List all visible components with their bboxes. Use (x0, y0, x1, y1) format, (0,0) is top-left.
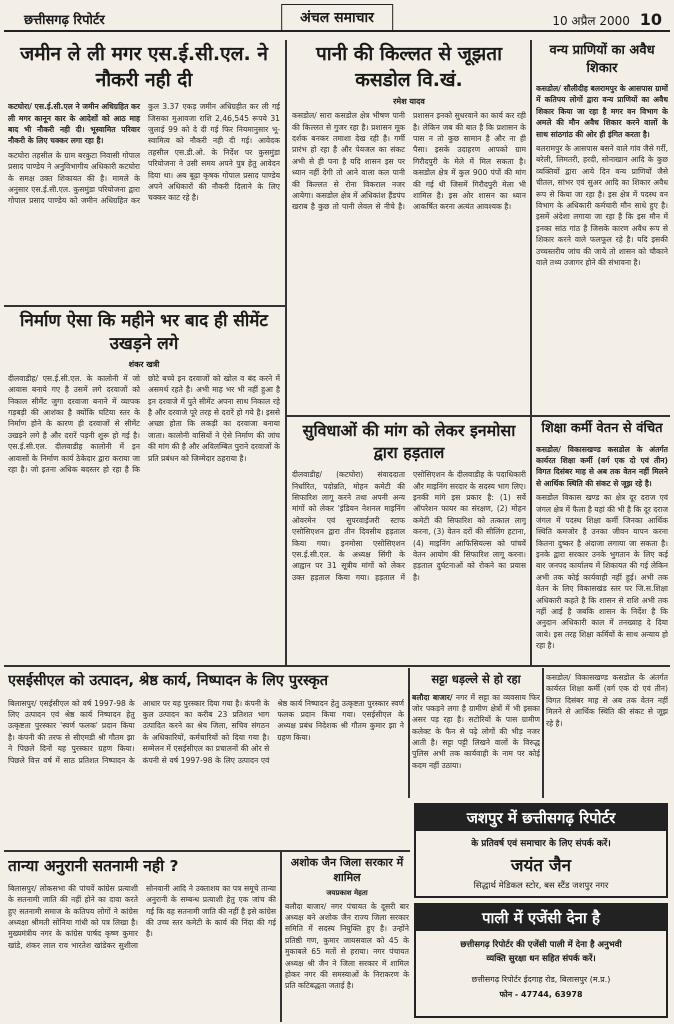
article-body (546, 672, 668, 729)
headline: जमीन ले ली मगर एस.ई.सी.एल. ने नौकरी नही दी (20, 43, 268, 91)
headline: वन्य प्राणियों का अवैध शिकार (549, 43, 655, 76)
divider (4, 850, 410, 852)
article-shiksha (536, 420, 668, 663)
byline: जयप्रकाश मेहता (326, 888, 368, 897)
article-body (285, 901, 409, 992)
body-paragraph: दीलवाडीह/ एस.ई.सी.एल. के कालोनी में जो आवास बनाये गए है उसमें लगे दरवाजों को निकाल सीमेंट जुगा दरवाजा बनाने में व्यापक गड़बड़ी की आशंका है क्योंकि घटिया स्तर के निर्माण होने के कारण ही दरवाजों से सीमेंट उखड़ने लगे है और दरारें पड़नी शुरू हो गई है। एस.ई.सी.एल. दीलवाडीह कालोनी में इन आवासों के निर्माण कार्य ठेकेदार द्वारा कराया जा रहा है। जो इतना अधिक बदस्तर हो रहा है कि छोटे बच्चे इन दरवाजों को खोल व बंद करने में असमर्थ रहते है। अभी माह भर भी नहीं हुआ है इन दरवाजे में पुते सीमेंट अपना साथ निकाल रहे है और दरवाजे पूरे तरह से दरारें हो गये है। इससे अच्छा होता कि लकड़ी का दरवाजा बनाया जाता। कालोनी वासियों ने ऐसे निर्माण की जांच की मांग की है और अविलम्बित पुराने दरवाजों के प्रति प्रबंधन को जिम्मेदार ठहराया है। (8, 373, 280, 474)
article-shiksha-continued (546, 672, 668, 797)
headline: तान्या अनुरानी सतनामी नही ? (8, 857, 179, 875)
date-page (552, 10, 662, 29)
ad-line: व्यक्ति सुरक्षा धन सहित संपर्क करें। (486, 954, 596, 964)
ad-pali (414, 903, 668, 1018)
body-paragraph: बलरामपुर के आसपास बसने वाले गांव जैसे गर्री, बरेली, लिमतरी, हरदी, सोनाखान आदि के कुछ व्यक्तियों द्वारा आये दिन वन्य प्राणियों जैसे चीतल, सांभर एवं सुअर आदि का शिकार अवैध रूप से किया जा रहा है। इस क्षेत्र में पदस्थ वन विभाग के अधिकारी कर्मचारी मौन साधे हुए है। इसमें अंदेशा लगाया जा रहा है कि इस मौन में इनका सांठ गांठ है जिसके कारण अवैध रूप से शिकार करने वाले फलफूल रहे है। यदि इसकी उच्चस्तरीय जांच की जाये तो शासन को चौकाने वाले तथ्य उजागर होने की संभावना है। (536, 144, 668, 267)
article-vanya (536, 42, 668, 412)
ad-line: छत्तीसगढ़ रिपोर्टर की एजेंसी पाली में देना है अनुभवी (460, 940, 622, 950)
headline: शिक्षा कर्मी वेतन से वंचित (541, 421, 663, 436)
ad-subtitle: के प्रतिवर्ष एवं समाचार के लिए संपर्क करें। (471, 839, 611, 849)
headline: पानी की किल्लत से जूझता कसडोल वि.खं. (315, 43, 502, 91)
article-body (292, 110, 526, 214)
byline: शंकर खत्री (128, 359, 160, 369)
article-ashok (285, 856, 409, 1020)
ad-address: सिद्धार्थ मेडिकल स्टोर, बस स्टैंड जशपुर नगर (473, 881, 609, 891)
headline: सट्टा धड़ल्ले से हो रहा (431, 672, 521, 686)
paper-name: छत्तीसगढ़ रिपोर्टर (24, 13, 105, 28)
article-body (8, 373, 280, 476)
ad-address: छत्तीसगढ़ रिपोर्टर ईदगाह रोड, बिलासपुर (म.प्र.) (471, 975, 611, 984)
section-title: अंचल समाचार (281, 4, 393, 31)
article-satta (412, 672, 540, 797)
divider (287, 415, 530, 417)
ad-title: पाली में एजेंसी देना है (416, 905, 666, 931)
body-paragraph: दीलवाडीह/ (कटघोरा) संवाददाता निर्धारित, पदोन्नति, मोहन कमेटी की सिफारिश लागू करने तथा अपनी अन्य मांगों को लेकर 'इंडियन नेशनल माइनिंग ओवरमेन एवं सुपरवाईजरी स्टाफ एसोसिएशन द्वारा तीन दिवसीय हड़ताल किया गया। इनमोसा एसोसिएशन एस.ई.सी.एल. के अध्यक्ष सिंगी के आह्वान पर 31 सूत्रीय मांगों को लेकर उक्त हड़ताल किया गया। हड़ताल में एसोसिएशन के दीलवाडीह के पदाधिकारी और माइनिंग सरदार के सदस्य भाग लिए। इनकी मांगे इस प्रकार है: (1) सर्वे ऑपरेशन फायर का संरक्षण, (2) मोहन कमेटी की सिफारिश को तत्काल लागू करना, (3) वेतन दरों की सीलिंग हटाना, (4) माइनिंग आफिसियल्स को पांचवें वेतन आयोग की सिफारिश लागू करना। हड़ताल दुर्घटनाओं को रोकने का प्रयास है। (292, 470, 526, 582)
divider (530, 40, 532, 665)
body-paragraph: बिलासपुर/ लोकसभा की पांचवें कांग्रेस प्रत्याशी के सतनामी जाति की नहीं होने का दावा करते हुए सतनामी समाज के कतिपय लोगों ने कांग्रेस अध्यक्षा श्रीमती सोनिया गांधी को पत्र लिखा है। मुख्यमंत्रीय नगर के कांग्रेस पार्षद कृष्ण कुमार खांडे, शंकर लाल राव भारतेश खांडेकर सुशीला सोनवानी आदि ने उक्ताशय का पत्र समूचे तान्या अनुरानी के सम्बन्ध प्रत्याशी हेतु एक जांच की गई कि वह सतनामी जाति की नहीं है इसे कांग्रेस की उच्च स्तर कमेटी के कार्य की निंदा की गई है। (8, 883, 276, 950)
divider (285, 40, 287, 665)
lead-paragraph: कसडोल/ सौलीदीह बलरामपुर के आसपास ग्रामों में कतिपय लोगों द्वारा वन्य प्राणियों का अवैध शिकार किया जा रहा है मगर वन विभाग के अमले की मौन अवैध शिकार करने वालों के साथ सांठगांठ की ओर ही इंगित करता है। (536, 84, 668, 139)
article-tanya (8, 856, 276, 1020)
article-body (292, 469, 526, 584)
body-paragraph: कसडोल/ विकासखण्ड कसडोल के अंतर्गत कार्यरत शिक्षा कर्मी (वर्ग एक दो एवं तीन) विगत दिसंबर माह से अब तक वेतन नहीं मिलने से आर्थिक स्थिति की संकट से जूझ रहे है। (546, 673, 668, 728)
body-paragraph: बिलासपुर/ एसईसीएल को वर्ष 1997-98 के लिए उत्पादन एवं श्रेष्ठ कार्य निष्पादन हेतु उत्कृष्टता पुरस्कार 'स्वर्ण फलक' प्रदान किया है। कंपनी की तरफ से सीएमडी श्री गौतम झा ने पिछले दिनों यह पुरस्कार ग्रहण किया। पिछले वित्त वर्ष में साठ प्रतिशत निष्पादन के आधार पर यह पुरस्कार दिया गया है। कंपनी के कुल उत्पादन का करीब 23 प्रतिशत भाग उत्पादित करने का श्रेय जिला, सचिव संगठन के अधिकारियों, कर्मचारियों को दिया गया है। सम्मेलन में एसईसीएल का प्रचालनों की ओर से कंपनी से वर्ष 1997-98 के लिए उत्पादन एवं श्रेष्ठ कार्य निष्पादन हेतु उत्कृष्टता पुरस्कार स्वर्ण फलक प्रदान किया गया। एसईसीएल के अध्यक्ष प्रबंध निदेशक श्री गौतम कुमार झा ने ग्रहण किया। (8, 698, 404, 765)
article-body (8, 883, 276, 951)
headline: सुविधाओं की मांग को लेकर इनमोसा द्वारा हड़ताल (302, 421, 516, 462)
divider (4, 305, 285, 307)
body-paragraph: कसडोल विकास खण्ड का क्षेत्र दूर दराज एवं जंगल क्षेत्र में फैला है यहां की भी है कि दूर दराज जंगल में पदस्थ शिक्षा कर्मी जिनका आर्थिक स्थिति कमजोर है उनका जीवन यापन करना कितना दुष्कर है अंदाजा लगाया जा सकता है। इनके द्वारा सरकार उनके भुगतान के लिए कई बार जनपद कार्यालय में शिकायत की गई लेकिन अभी तक कोई कार्यवाही नहीं हुई। अभी तक वेतन के लिए विकासखंड स्तर पर जि.स.शिक्षा अधिकारी कहते है कि शासन से राशि अभी तक नहीं आई है जबकि शासन के निर्देश है कि अनुदान अधिकारी काल में तनख्वाह दे दिया जाये। इस तरह शिक्षा कर्मियों के साथ अन्याय हो रहा है। (536, 493, 668, 651)
divider (542, 668, 544, 798)
page-number: 10 (639, 10, 662, 29)
divider (532, 415, 670, 417)
byline: बलौदा बाजार/ (412, 692, 453, 702)
divider (4, 665, 670, 667)
lead-paragraph: कसडोल/ विकासखण्ड कसडोल के अंतर्गत कार्यरत शिक्षा कर्मी (वर्ग एक दो एवं तीन) विगत दिसंबर माह से अब तक वेतन नहीं मिलने से आर्थिक स्थिति की संकट से जूझ रहे है। (536, 444, 668, 488)
article-body (412, 692, 540, 772)
lead-paragraph: कटघोरा/ एस.ई.सी.एल ने जमीन अधिग्रहित कर ली मगर कानून कार के आदेशों को आठ माह बाद भी नौकरी नही दी। भूस्वामित परिवार नौकरी के लिए चक्कर लगा रहा है। (8, 102, 140, 146)
article-zameen (8, 42, 280, 302)
headline: अशोक जैन जिला सरकार में शामिल (290, 856, 404, 884)
ad-title: जशपुर में छत्तीसगढ़ रिपोर्टर (416, 805, 666, 831)
article-pani (292, 42, 526, 412)
ad-contact-name: जयंत जैन (510, 856, 572, 876)
body-paragraph: कसडोल/ सारा कसडोल क्षेत्र भीषण पानी की किल्लत से गुजर रहा है। प्रशासन मूक दर्शक बनकर तमाशा देख रही है। गर्मी प्रारंभ हो रहा है और पेयजल का संकट अभी से ही पना है यदि शासन इस पर ध्यान नहीं देगी तो आने वाला कल पानी की किल्लत से रोना विकराल नजर आयेगा। कसडोल क्षेत्र में अधिकांश हैंडपंप खराब है कुछ तो पानी लेवल से नीचे है। प्रशासन इनको सुधरवाने का कार्य कर रही है। लेकिन जब की बात है कि प्रशासन के पास न तो कुछ सामान है और ना ही पैसा। इसके उदाहरण आपको ग्राम गिरौदपुरी के मेले में मिल सकता है। कसडोल क्षेत्र में कुल 900 पंपों की मांग की गई थी जिसमें गिरौदपुरी मेला भी शामिल है। इस ओर शासन का ध्यान आकर्षित करना अत्यंत आवश्यक है। (292, 111, 526, 212)
body-paragraph: बलौदा बाजार/ नगर पंचायत के दूसरी बार अध्यक्ष बने अशोक जैन राज्य जिला सरकार समिति में सदस्य नियुक्ति हुए है। उन्होंने प्रतिष्ठी गण, कुमार जायसवाल को 45 के मुकाबले 65 मतों से हराया। नगर पंचायत अध्यक्ष श्री जैन ने जिला सरकार में शामिल होकर नगर की समस्याओं के निराकरण के प्रति कटिबद्धता जताई है। (285, 901, 409, 991)
ad-jashpur (414, 803, 668, 898)
byline: रमेश यादव (393, 97, 425, 107)
divider (280, 852, 282, 1022)
article-body (8, 698, 404, 766)
article-suvidha (292, 420, 526, 662)
issue-date: 10 अप्रैल 2000 (552, 14, 630, 28)
article-body (536, 444, 668, 652)
article-body (536, 83, 668, 268)
masthead (4, 4, 670, 32)
divider (408, 668, 410, 798)
ad-phone: फोन - 47744, 63978 (499, 990, 583, 999)
headline: निर्माण ऐसा कि महीने भर बाद ही सीमेंट उखड़ने लगे (19, 311, 268, 354)
body-paragraph: कटघोरा तहसील के ग्राम बरकुटा निवासी गोपाल प्रसाद पाण्डेय ने अनुविभागीय अधिकारी कटघोरा के समक्ष उक्त शिकायत की है। मामले के अनुसार एस.ई.सी.एल. कुसमुंडा परियोजना द्वारा गोपाल प्रसाद पाण्डेय को जमीन अधिग्रहित कर कुल 3.37 एकड़ जमीन अधिग्रहीत कर ली गई जिसका मुआवजा राशि 2,46,545 रूपये 31 जुलाई 99 को दे दी गई फिर नियमानुसार भू-स्वामित्व को नौकरी नही दी गई। आवेदक तहसील एस.डी.ओ. के निर्देश पर कुसमुंडा परियोजना ने उसी समय अपने पुत्र हेतु आवेदन दिया था। अब बूढ़ा कृषक गोपाल प्रसाद पाण्डेय अपने अधिकारों की नौकरी दिलाने के लिए चक्कर काट रहे है। (8, 102, 280, 206)
article-body (8, 101, 280, 207)
article-secl-puraskar (8, 672, 404, 847)
article-nirman (8, 310, 280, 662)
body-paragraph: नगर में सट्टा का व्यवसाय फिर जोर पकड़ने लगा है ग्रामीण क्षेत्रों में भी इसका असर पड़ रहा है। सटोरियों के पास ग्रामीण कलेक्ट के फैन से पढ़े लोगों की भीड़ नजर आती है। सट्टा पट्टी लिखने वालों के विरुद्ध पुलिस अभी तक कार्यवाही के नाम पर कोई कदम नहीं उठाया। (412, 692, 540, 770)
headline: एसईसीएल को उत्पादन, श्रेष्ठ कार्य, निष्पादन के लिए पुरस्कृत (8, 673, 329, 689)
